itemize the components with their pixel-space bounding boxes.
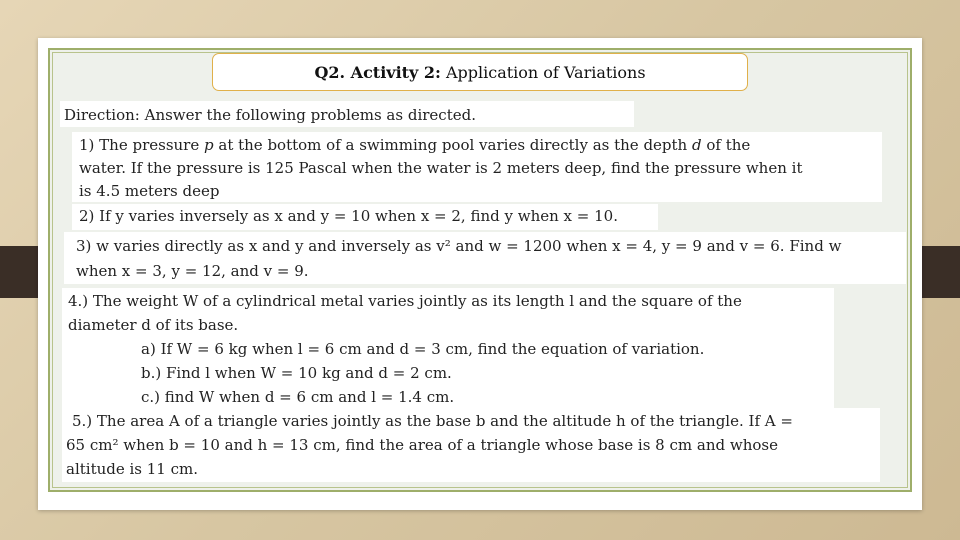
problem-4-a: a) If W = 6 kg when l = 6 cm and d = 3 cm, find the equation of variation. [141,340,705,358]
problem-5-line-3: altitude is 11 cm. [66,460,199,478]
problem-4-b: b.) Find l when W = 10 kg and d = 2 cm. [141,364,452,382]
slide-title [212,53,748,91]
title-prefix: Q2. Activity 2: [314,62,441,82]
problem-1-line-3: is 4.5 meters deep [79,182,220,200]
problem-3-line-1: 3) w varies directly as x and y and inversely as v² and w = 1200 when x = 4, y = 9 and v = 6. Find w [76,237,842,255]
problem-2: 2) If y varies inversely as x and y = 10 when x = 2, find y when x = 10. [79,207,618,225]
problem-4-c: c.) find W when d = 6 cm and l = 1.4 cm. [141,388,455,406]
problem-5-line-2: 65 cm² when b = 10 and h = 13 cm, find the area of a triangle whose base is 8 cm and whose [66,436,778,454]
problem-1-line-2: water. If the pressure is 125 Pascal when the water is 2 meters deep, find the pressure when it [79,159,803,177]
title-text: Application of Variations [445,62,646,82]
problem-4-line-2: diameter d of its base. [68,316,239,334]
problem-4-line-1: 4.) The weight W of a cylindrical metal varies jointly as its length l and the square of the [68,292,742,310]
problem-1-line-1: 1) The pressure p at the bottom of a swimming pool varies directly as the depth d of the [79,136,751,154]
direction-text: Direction: Answer the following problems as directed. [64,106,476,124]
problem-5-line-1: 5.) The area A of a triangle varies jointly as the base b and the altitude h of the triangle. If A = [72,412,793,430]
problem-3-line-2: when x = 3, y = 12, and v = 9. [76,262,309,280]
